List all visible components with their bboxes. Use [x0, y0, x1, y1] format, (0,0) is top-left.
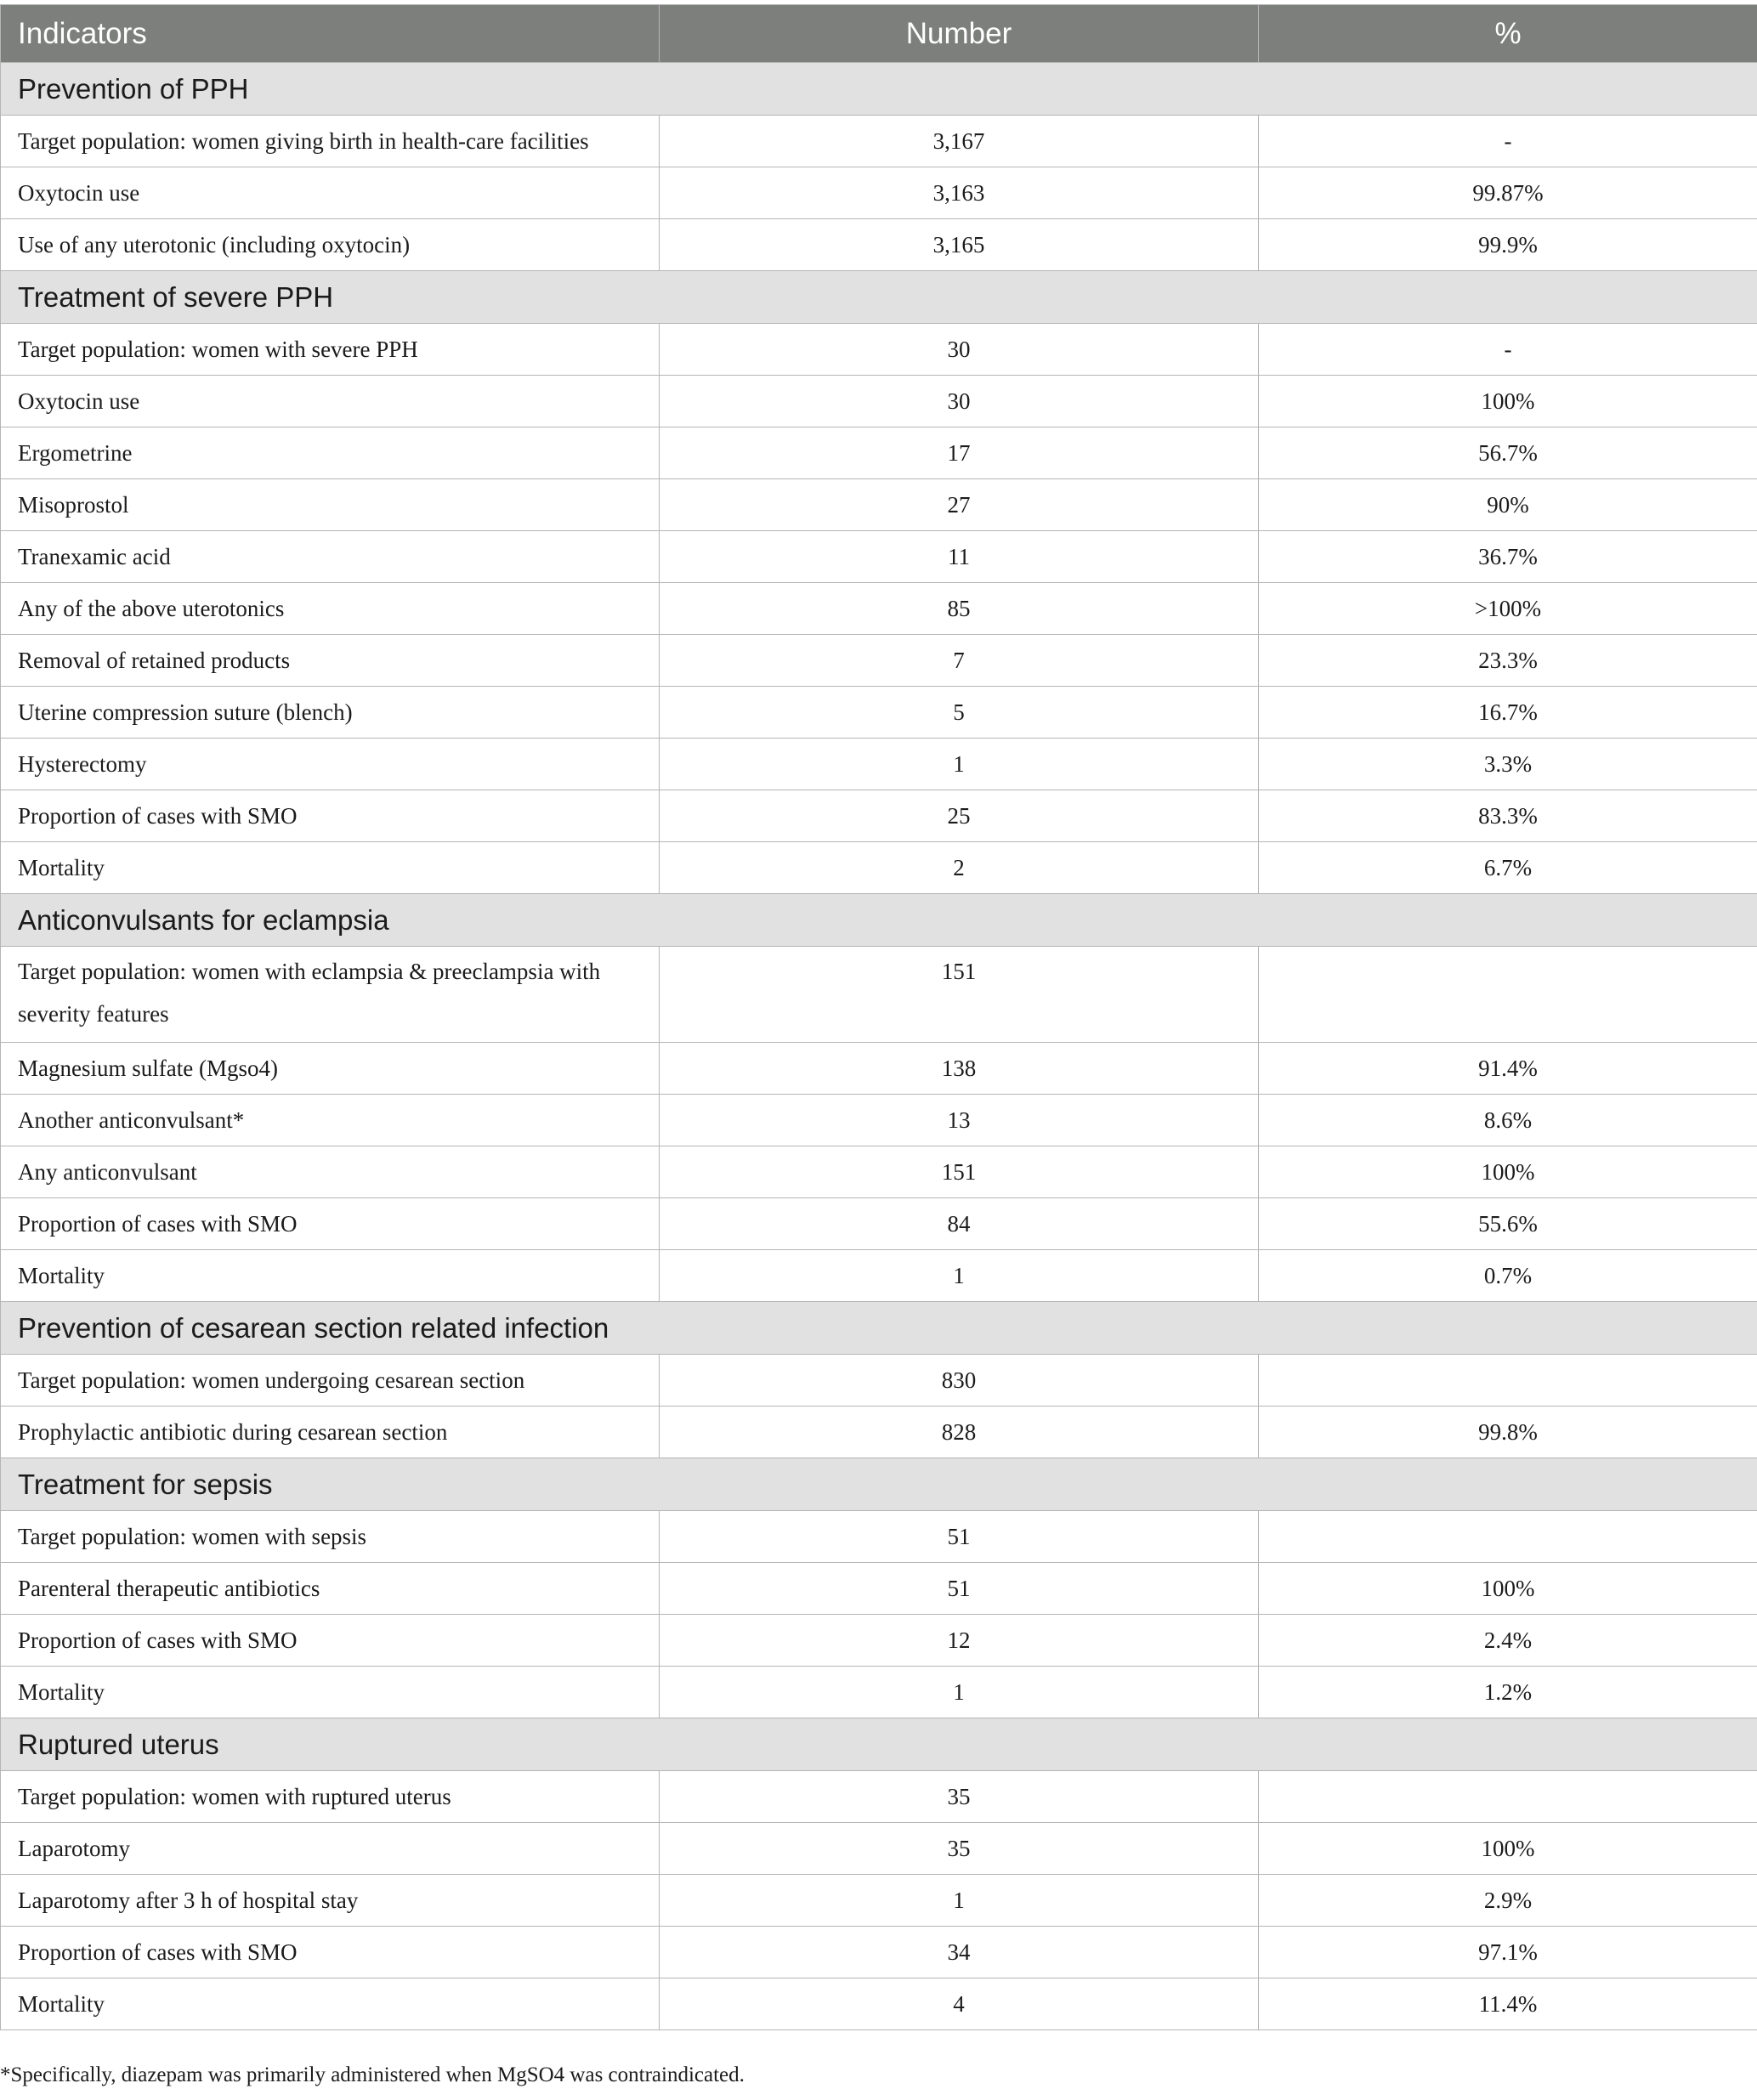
number-cell: 830	[660, 1355, 1259, 1407]
table-row	[1, 635, 1757, 687]
indicator-cell: Hysterectomy	[1, 739, 660, 790]
number-cell: 51	[660, 1563, 1259, 1615]
header-percent: %	[1259, 5, 1757, 63]
percent-cell: 0.7%	[1259, 1250, 1757, 1302]
table-row	[1, 167, 1757, 219]
number-cell: 3,165	[660, 219, 1259, 271]
number-cell: 2	[660, 842, 1259, 894]
section-header-row	[1, 1718, 1757, 1771]
indicator-cell: Mortality	[1, 1250, 660, 1302]
table-row	[1, 1615, 1757, 1667]
number-cell: 3,163	[660, 167, 1259, 219]
table-row	[1, 1875, 1757, 1927]
table-row	[1, 324, 1757, 376]
number-cell: 25	[660, 790, 1259, 842]
indicator-cell: Another anticonvulsant*	[1, 1095, 660, 1146]
percent-cell: 55.6%	[1259, 1198, 1757, 1250]
indicator-cell: Any of the above uterotonics	[1, 583, 660, 635]
section-header-row	[1, 1302, 1757, 1355]
table-row	[1, 739, 1757, 790]
indicator-cell: Use of any uterotonic (including oxytocin)	[1, 219, 660, 271]
table-row	[1, 1563, 1757, 1615]
table-row	[1, 376, 1757, 427]
number-cell: 151	[660, 1146, 1259, 1198]
number-cell: 1	[660, 1667, 1259, 1718]
indicator-cell: Laparotomy	[1, 1823, 660, 1875]
percent-cell: 99.87%	[1259, 167, 1757, 219]
section-title: Anticonvulsants for eclampsia	[1, 894, 1757, 947]
number-cell: 7	[660, 635, 1259, 687]
indicator-cell: Mortality	[1, 842, 660, 894]
table-row	[1, 1095, 1757, 1146]
number-cell: 1	[660, 1250, 1259, 1302]
percent-cell	[1259, 1771, 1757, 1823]
table-row	[1, 1355, 1757, 1407]
percent-cell: 90%	[1259, 479, 1757, 531]
number-cell: 84	[660, 1198, 1259, 1250]
number-cell: 13	[660, 1095, 1259, 1146]
percent-cell: 100%	[1259, 376, 1757, 427]
percent-cell: 91.4%	[1259, 1043, 1757, 1095]
indicator-cell: Ergometrine	[1, 427, 660, 479]
indicator-cell: Oxytocin use	[1, 376, 660, 427]
section-title: Treatment of severe PPH	[1, 271, 1757, 324]
indicator-cell: Proportion of cases with SMO	[1, 790, 660, 842]
section-title: Treatment for sepsis	[1, 1458, 1757, 1511]
table-body	[1, 63, 1757, 2030]
indicator-cell: Mortality	[1, 1667, 660, 1718]
percent-cell: >100%	[1259, 583, 1757, 635]
indicator-cell: Any anticonvulsant	[1, 1146, 660, 1198]
percent-cell: 100%	[1259, 1563, 1757, 1615]
indicator-cell: Proportion of cases with SMO	[1, 1927, 660, 1978]
number-cell: 1	[660, 1875, 1259, 1927]
percent-cell: 1.2%	[1259, 1667, 1757, 1718]
number-cell: 30	[660, 324, 1259, 376]
table-header-row	[1, 5, 1757, 63]
indicator-cell: Target population: women giving birth in health-care facilities	[1, 116, 660, 167]
percent-cell	[1259, 1511, 1757, 1563]
section-title: Prevention of PPH	[1, 63, 1757, 116]
percent-cell	[1259, 1355, 1757, 1407]
indicator-cell: Tranexamic acid	[1, 531, 660, 583]
table-row	[1, 1667, 1757, 1718]
table-row	[1, 1978, 1757, 2030]
indicator-cell: Removal of retained products	[1, 635, 660, 687]
percent-cell: 8.6%	[1259, 1095, 1757, 1146]
percent-cell: -	[1259, 116, 1757, 167]
indicator-cell: Target population: women with severe PPH	[1, 324, 660, 376]
table-row	[1, 1511, 1757, 1563]
section-header-row	[1, 894, 1757, 947]
indicator-cell: Target population: women with ruptured uterus	[1, 1771, 660, 1823]
table-row	[1, 687, 1757, 739]
percent-cell: 36.7%	[1259, 531, 1757, 583]
number-cell: 5	[660, 687, 1259, 739]
number-cell: 12	[660, 1615, 1259, 1667]
number-cell: 27	[660, 479, 1259, 531]
section-header-row	[1, 1458, 1757, 1511]
table-row	[1, 531, 1757, 583]
percent-cell: 56.7%	[1259, 427, 1757, 479]
percent-cell: 3.3%	[1259, 739, 1757, 790]
table-row	[1, 1771, 1757, 1823]
percent-cell: 97.1%	[1259, 1927, 1757, 1978]
percent-cell: 6.7%	[1259, 842, 1757, 894]
table-footnote: *Specifically, diazepam was primarily administered when MgSO4 was contraindicated.	[0, 2063, 745, 2086]
percent-cell: 99.9%	[1259, 219, 1757, 271]
indicator-cell: Laparotomy after 3 h of hospital stay	[1, 1875, 660, 1927]
percent-cell	[1259, 947, 1757, 1043]
section-header-row	[1, 271, 1757, 324]
table-row	[1, 1823, 1757, 1875]
number-cell: 11	[660, 531, 1259, 583]
number-cell: 828	[660, 1407, 1259, 1458]
table-row	[1, 1146, 1757, 1198]
number-cell: 151	[660, 947, 1259, 1043]
percent-cell: -	[1259, 324, 1757, 376]
percent-cell: 2.4%	[1259, 1615, 1757, 1667]
number-cell: 17	[660, 427, 1259, 479]
indicator-cell: Proportion of cases with SMO	[1, 1615, 660, 1667]
indicators-table-container	[0, 4, 1757, 2030]
number-cell: 35	[660, 1771, 1259, 1823]
indicator-cell: Target population: women with eclampsia & preeclampsia with severity features	[1, 947, 660, 1043]
number-cell: 34	[660, 1927, 1259, 1978]
percent-cell: 83.3%	[1259, 790, 1757, 842]
indicator-cell: Proportion of cases with SMO	[1, 1198, 660, 1250]
indicator-cell: Magnesium sulfate (Mgso4)	[1, 1043, 660, 1095]
table-row	[1, 790, 1757, 842]
number-cell: 35	[660, 1823, 1259, 1875]
section-title: Prevention of cesarean section related infection	[1, 1302, 1757, 1355]
table-row	[1, 219, 1757, 271]
table-row	[1, 947, 1757, 1043]
indicator-cell: Uterine compression suture (blench)	[1, 687, 660, 739]
header-number: Number	[660, 5, 1259, 63]
indicators-table	[0, 4, 1757, 2030]
table-row	[1, 1250, 1757, 1302]
section-title: Ruptured uterus	[1, 1718, 1757, 1771]
number-cell: 4	[660, 1978, 1259, 2030]
percent-cell: 99.8%	[1259, 1407, 1757, 1458]
percent-cell: 100%	[1259, 1823, 1757, 1875]
table-row	[1, 1927, 1757, 1978]
percent-cell: 11.4%	[1259, 1978, 1757, 2030]
percent-cell: 23.3%	[1259, 635, 1757, 687]
indicator-cell: Parenteral therapeutic antibiotics	[1, 1563, 660, 1615]
indicator-cell: Mortality	[1, 1978, 660, 2030]
table-row	[1, 842, 1757, 894]
percent-cell: 2.9%	[1259, 1875, 1757, 1927]
number-cell: 3,167	[660, 116, 1259, 167]
percent-cell: 100%	[1259, 1146, 1757, 1198]
table-row	[1, 583, 1757, 635]
header-indicators: Indicators	[1, 5, 660, 63]
indicator-cell: Target population: women with sepsis	[1, 1511, 660, 1563]
table-row	[1, 479, 1757, 531]
table-row	[1, 427, 1757, 479]
table-row	[1, 1043, 1757, 1095]
number-cell: 51	[660, 1511, 1259, 1563]
indicator-cell: Target population: women undergoing cesarean section	[1, 1355, 660, 1407]
indicator-cell: Oxytocin use	[1, 167, 660, 219]
table-row	[1, 1198, 1757, 1250]
number-cell: 30	[660, 376, 1259, 427]
number-cell: 1	[660, 739, 1259, 790]
indicator-cell: Prophylactic antibiotic during cesarean section	[1, 1407, 660, 1458]
indicator-cell: Misoprostol	[1, 479, 660, 531]
table-row	[1, 116, 1757, 167]
percent-cell: 16.7%	[1259, 687, 1757, 739]
number-cell: 85	[660, 583, 1259, 635]
number-cell: 138	[660, 1043, 1259, 1095]
table-row	[1, 1407, 1757, 1458]
section-header-row	[1, 63, 1757, 116]
